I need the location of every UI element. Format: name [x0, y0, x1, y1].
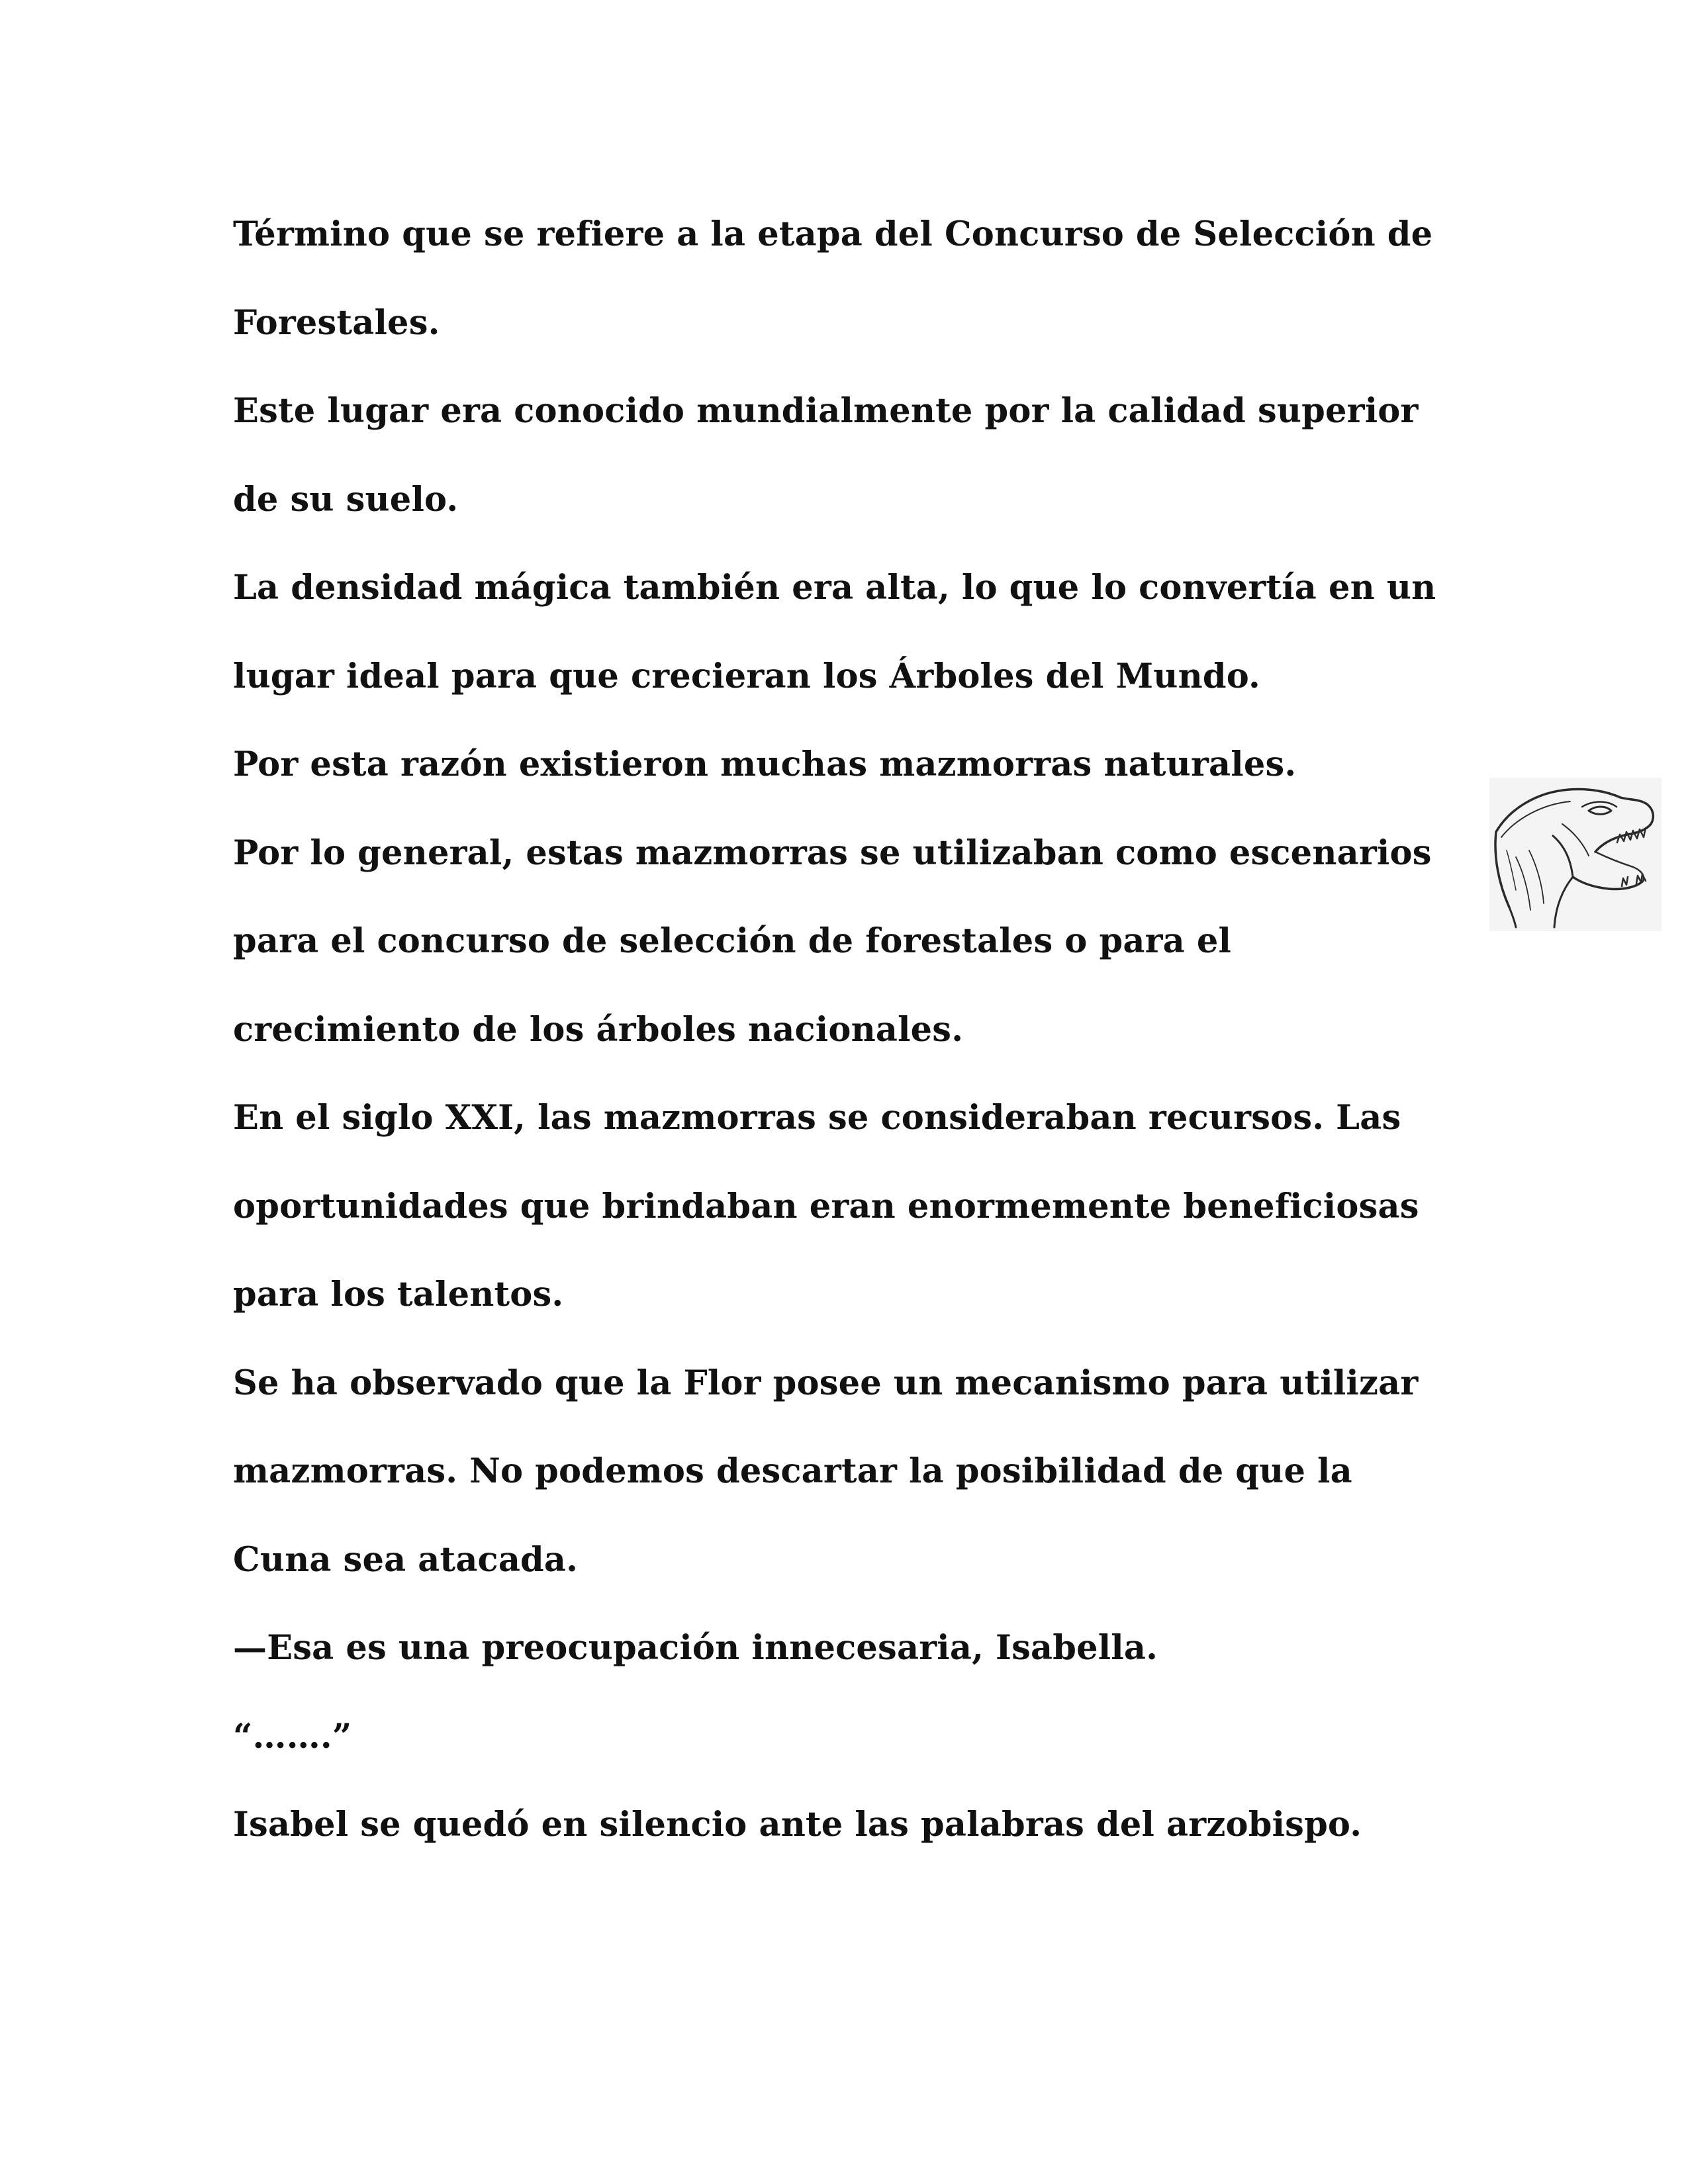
text-line: lugar ideal para que crecieran los Árboles del Mundo.	[233, 656, 1261, 696]
text-line: Cuna sea atacada.	[233, 1539, 579, 1580]
text-line: para los talentos.	[233, 1275, 564, 1314]
text-line: “…….”	[233, 1716, 352, 1756]
text-line: de su suelo.	[233, 479, 459, 520]
text-line: Término que se refiere a la etapa del Concurso de Selección de	[233, 214, 1433, 254]
text-line: Por lo general, estas mazmorras se utilizaban como escenarios	[233, 833, 1432, 873]
document-body	[233, 191, 1464, 1870]
text-line: En el siglo XXI, las mazmorras se consideraban recursos. Las	[233, 1098, 1401, 1138]
text-line: Se ha observado que la Flor posee un mecanismo para utilizar	[233, 1363, 1419, 1403]
text-line: Forestales.	[233, 302, 440, 343]
text-line: Este lugar era conocido mundialmente por la calidad superior	[233, 391, 1419, 431]
text-line: La densidad mágica también era alta, lo que lo convertía en un	[233, 568, 1436, 608]
text-line: Por esta razón existieron muchas mazmorras naturales.	[233, 745, 1297, 784]
text-line: Isabel se quedó en silencio ante las palabras del arzobispo.	[233, 1805, 1362, 1844]
text-line: crecimiento de los árboles nacionales.	[233, 1009, 964, 1050]
text-line: oportunidades que brindaban eran enormemente beneficiosas	[233, 1186, 1419, 1226]
text-line: para el concurso de selección de forestales o para el	[233, 921, 1232, 961]
text-line: —Esa es una preocupación innecesaria, Isabella.	[233, 1628, 1158, 1668]
text-line: mazmorras. No podemos descartar la posibilidad de que la	[233, 1451, 1352, 1491]
dinosaur-head-sketch-icon	[1489, 778, 1662, 931]
